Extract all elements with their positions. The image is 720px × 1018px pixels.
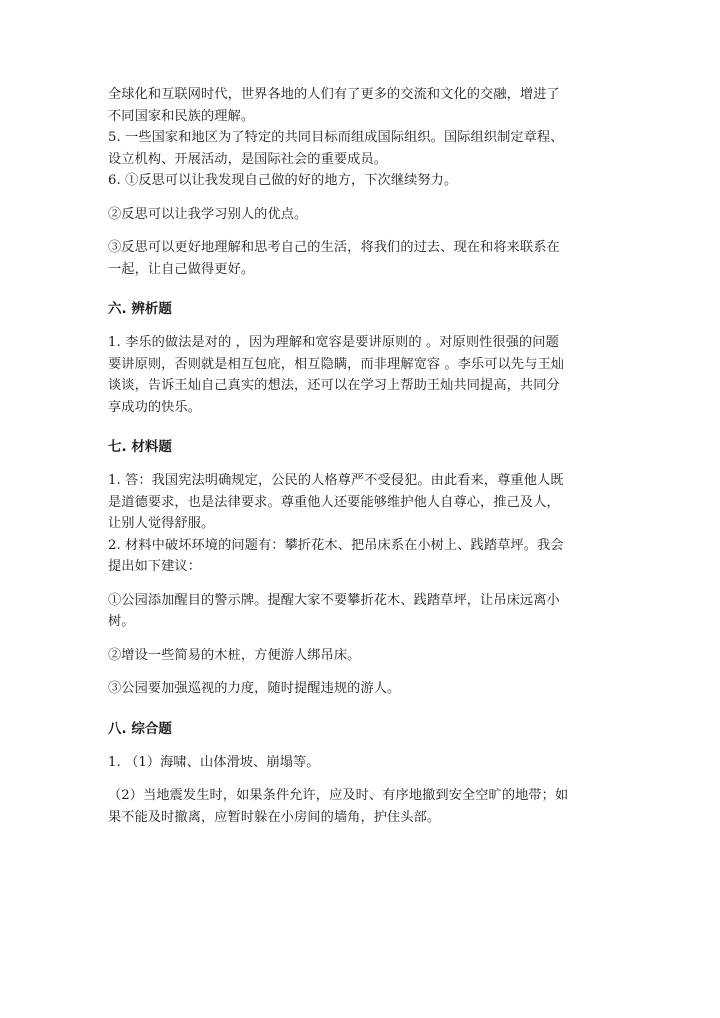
section6-answer (108, 332, 628, 418)
section8-q2 (108, 785, 628, 828)
section-heading-7: 七. 材料题 (108, 439, 172, 455)
answer-document (108, 84, 628, 828)
answer-6: 6. ①反思可以让我发现自己做的好的地方，下次继续努力。 (108, 173, 458, 188)
text-line: 是道德要求，也是法律要求。尊重他人还要能够维护他人自尊心，推己及人， (108, 494, 560, 510)
text-line: 一起，让自己做得更好。 (108, 261, 255, 277)
answer-6-point-3 (108, 237, 628, 280)
section7-answer (108, 470, 628, 578)
text-line: 果不能及时撤离，应暂时躲在小房间的墙角，护住头部。 (108, 809, 441, 825)
text-line: 设立机构、开展活动，是国际社会的重要成员。 (108, 151, 388, 167)
text-line: 享成功的快乐。 (108, 399, 202, 415)
answer-5: 5. 一些国家和地区为了特定的共同目标而组成国际组织。国际组织制定章程、 (108, 130, 564, 145)
text-line: 树。 (108, 614, 135, 629)
section-heading-6: 六. 辨析题 (108, 301, 172, 317)
text-line: ①公园添加醒目的警示牌。提醒大家不要攀折花木、践踏草坪，让吊床远离小 (108, 592, 560, 608)
suggestion-2: ②增设一些简易的木桩，方便游人绑吊床。 (108, 647, 361, 663)
section-heading-8: 八. 综合题 (108, 720, 172, 737)
section8-q1: 1. （1）海啸、山体滑坡、崩塌等。 (108, 754, 320, 770)
text-line: ③反思可以更好地理解和思考自己的生活，将我们的过去、现在和将来联系在 (108, 240, 560, 255)
text-line: 要讲原则，否则就是相互包庇，相互隐瞒，而非理解宽容 。李乐可以先与王灿 (108, 356, 565, 372)
text-line: 全球化和互联网时代，世界各地的人们有了更多的交流和文化的交融，增进了 (108, 87, 560, 102)
text-line: 提出如下建议： (108, 559, 202, 574)
text-line: 不同国家和民族的理解。 (108, 108, 255, 124)
section5-continuation (108, 84, 628, 192)
suggestion-3: ③公园要加强巡视的力度，随时提醒违规的游人。 (108, 681, 401, 696)
text-line: 1. 李乐的做法是对的 ，因为理解和宽容是要讲原则的 。对原则性很强的问题 (108, 335, 559, 350)
text-line: （2）当地震发生时，如果条件允许，应及时、有序地撤到安全空旷的地带；如 (108, 788, 569, 803)
suggestion-1 (108, 590, 628, 633)
text-line: 1. 答：我国宪法明确规定，公民的人格尊严不受侵犯。由此看来，尊重他人既 (108, 473, 564, 488)
text-line: 谈谈，告诉王灿自己真实的想法，还可以在学习上帮助王灿共同提高，共同分 (108, 378, 560, 393)
answer-6-point-2: ②反思可以让我学习别人的优点。 (108, 206, 308, 222)
text-line: 让别人觉得舒服。 (108, 516, 215, 531)
text-line: 2. 材料中破坏环境的问题有：攀折花木、把吊床系在小树上、践踏草坪。我会 (108, 537, 564, 553)
